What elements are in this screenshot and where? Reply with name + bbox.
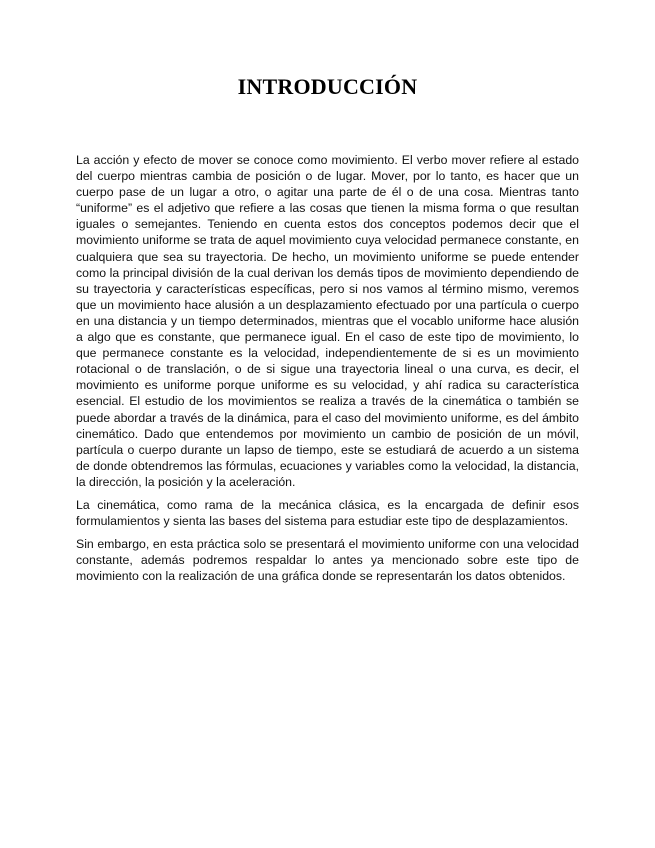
paragraph-2: La cinemática, como rama de la mecánica clásica, es la encargada de definir esos formulamientos y sienta las bases del sistema para estudiar este tipo de desplazamientos.	[76, 497, 579, 529]
document-body	[76, 152, 579, 591]
page-title: INTRODUCCIÓN	[237, 74, 418, 99]
paragraph-1: La acción y efecto de mover se conoce como movimiento. El verbo mover refiere al estado del cuerpo mientras cambia de posición o de lugar. Mover, por lo tanto, es hacer que un cuerpo pase de un lugar a otro, o agitar una parte de él o de una cosa. Mientras tanto “uniforme” es el adjetivo que refiere a las cosas que tienen la misma forma o que resultan iguales o semejantes. Teniendo en cuenta estos dos conceptos podemos decir que el movimiento uniforme se trata de aquel movimiento cuya velocidad permanece constante, en cualquiera que sea su trayectoria. De hecho, un movimiento uniforme se puede entender como la principal división de la cual derivan los demás tipos de movimiento dependiendo de su trayectoria y características específicas, pero si nos vamos al término mismo, veremos que un movimiento hace alusión a un desplazamiento efectuado por una partícula o cuerpo en una distancia y un tiempo determinados, mientras que el vocablo uniforme hace alusión a algo que es constante, que permanece igual. En el caso de este tipo de movimiento, lo que permanece constante es la velocidad, independientemente de si es un movimiento rotacional o de translación, o de si sigue una trayectoria lineal o una curva, es decir, el movimiento es uniforme porque uniforme es su velocidad, y ahí radica su característica esencial. El estudio de los movimientos se realiza a través de la cinemática o también se puede abordar a través de la dinámica, para el caso del movimiento uniforme, es del ámbito cinemático. Dado que entendemos por movimiento un cambio de posición de un móvil, partícula o cuerpo durante un lapso de tiempo, este se estudiará de acuerdo a un sistema de donde obtendremos las fórmulas, ecuaciones y variables como la velocidad, la distancia, la dirección, la posición y la aceleración.	[76, 153, 579, 489]
paragraph-3: Sin embargo, en esta práctica solo se presentará el movimiento uniforme con una velocidad constante, además podremos respaldar lo antes ya mencionado sobre este tipo de movimiento con la realización de una gráfica donde se representarán los datos obtenidos.	[76, 537, 579, 584]
